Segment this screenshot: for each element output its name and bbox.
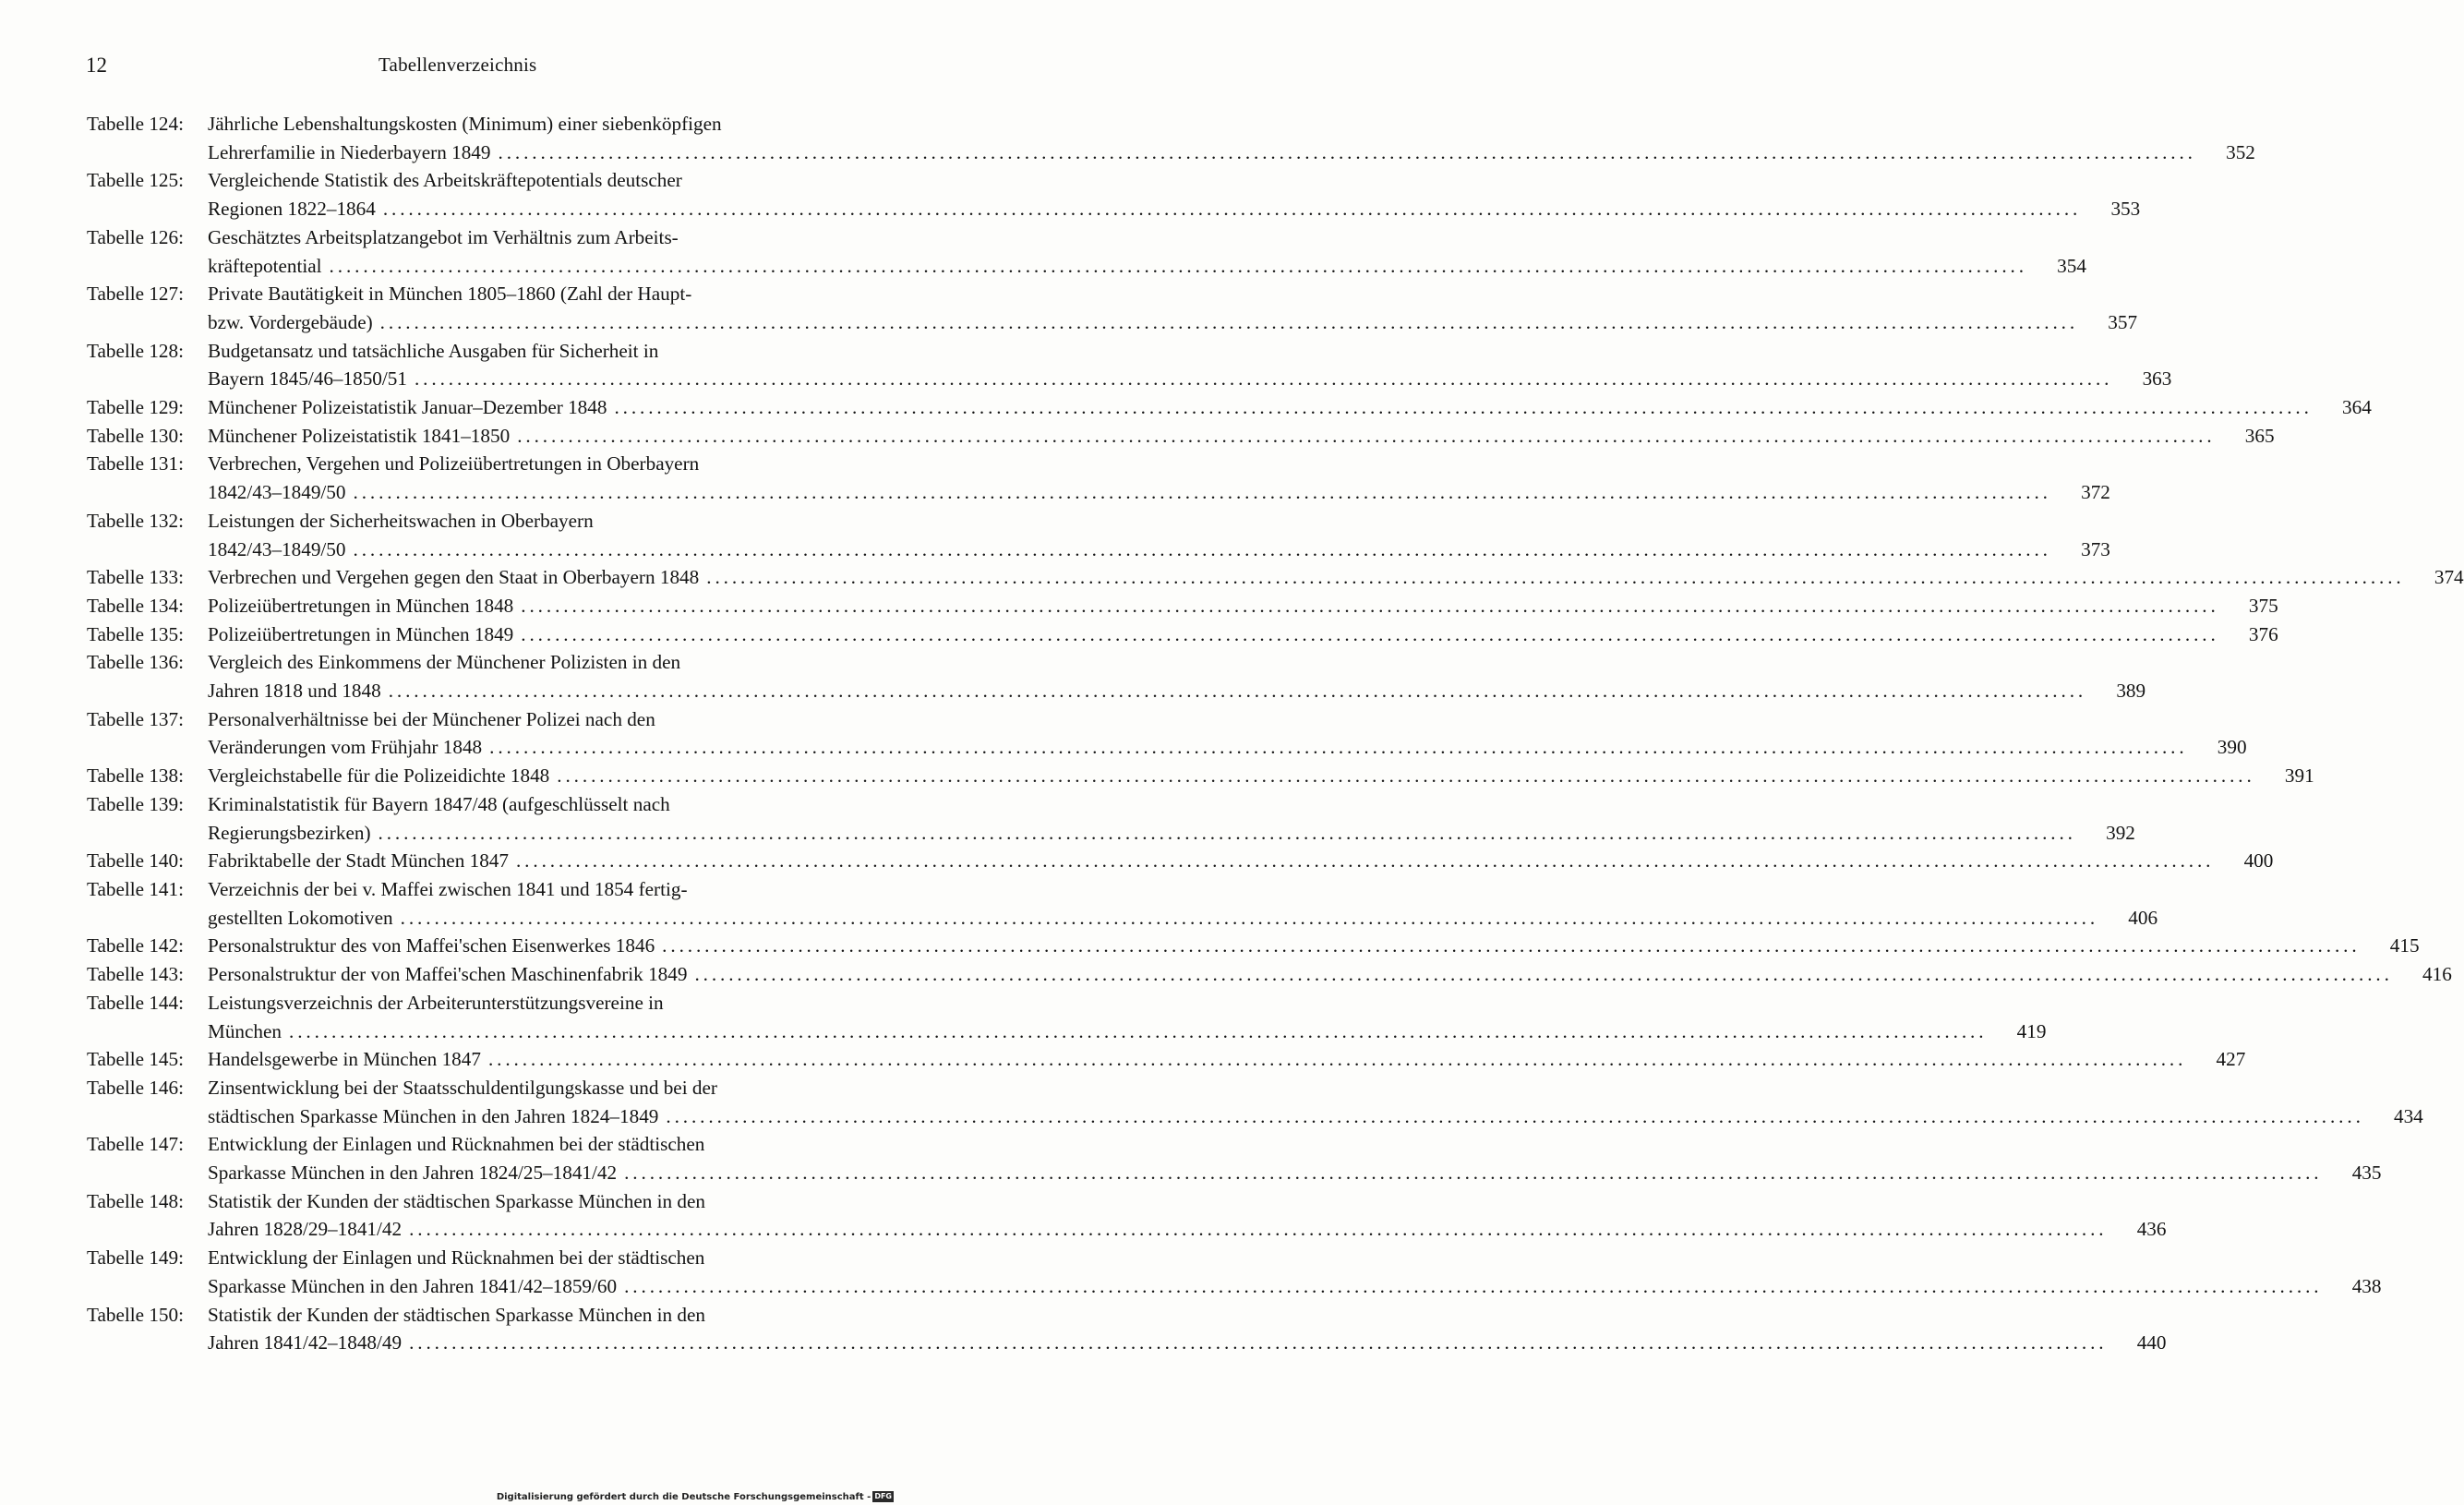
title-text: Münchener Polizeistatistik 1841–1850 <box>208 424 511 447</box>
dot-leader: ........................................................................................................................................................................................................ <box>521 594 2219 617</box>
table-label: Tabelle 130: <box>87 424 185 447</box>
page-ref: 416 <box>2422 963 2452 986</box>
table-label: Tabelle 146: <box>87 1076 185 1099</box>
title-line <box>208 195 2141 223</box>
page-number: 12 <box>86 54 107 77</box>
title-line <box>208 620 2278 649</box>
title-text: Polizeiübertretungen in München 1849 <box>208 622 514 645</box>
dot-leader: ........................................................................................................................................................................................................ <box>706 566 2405 589</box>
table-label: Tabelle 139: <box>87 792 185 815</box>
dot-leader: ........................................................................................................................................................................................................ <box>414 367 2113 391</box>
dot-leader: ........................................................................................................................................................................................................ <box>498 140 2196 163</box>
list-item <box>87 620 2278 649</box>
dot-leader: ........................................................................................................................................................................................................ <box>353 537 2051 560</box>
title-text: Entwicklung der Einlagen und Rücknahmen bei der städtischen <box>208 1246 705 1270</box>
dot-leader: ........................................................................................................................................................................................................ <box>382 198 2082 221</box>
dot-leader: ........................................................................................................................................................................................................ <box>517 424 2216 447</box>
dot-leader: ........................................................................................................................................................................................................ <box>400 906 2099 929</box>
title-line <box>208 252 2086 281</box>
table-title <box>208 393 2372 422</box>
title-line <box>208 1187 857 1216</box>
title-line <box>208 507 857 536</box>
table-label: Tabelle 135: <box>87 622 185 645</box>
title-text: Private Bautätigkeit in München 1805–1860 (Zahl der Haupt- <box>208 283 692 306</box>
table-label: Tabelle 132: <box>87 509 185 532</box>
page-ref: 352 <box>2226 140 2255 163</box>
title-line <box>208 762 2314 790</box>
page-ref: 400 <box>2243 849 2274 873</box>
page-ref: 353 <box>2110 198 2141 221</box>
table-label: Tabelle 142: <box>87 934 185 957</box>
page-ref: 376 <box>2248 622 2278 645</box>
title-line <box>208 365 2172 393</box>
table-label: Tabelle 140: <box>87 849 185 873</box>
title-text: Personalstruktur des von Maffei'schen Eisenwerkes 1846 <box>208 934 655 957</box>
page-ref: 390 <box>2217 736 2247 759</box>
title-line <box>208 1045 2246 1074</box>
page-ref: 375 <box>2248 594 2278 617</box>
table-label: Tabelle 149: <box>87 1246 185 1270</box>
list-item <box>87 1244 2382 1300</box>
dot-leader: ........................................................................................................................................................................................................ <box>388 680 2087 703</box>
title-text: Jahren 1828/29–1841/42 <box>208 1218 403 1241</box>
list-item <box>87 847 2274 875</box>
title-text: 1842/43–1849/50 <box>208 481 346 504</box>
list-item <box>87 1187 2167 1244</box>
page-ref: 354 <box>2057 254 2086 277</box>
dot-leader: ........................................................................................................................................................................................................ <box>489 736 2188 759</box>
page-ref: 364 <box>2342 396 2372 419</box>
title-line <box>208 308 2138 337</box>
list-item <box>87 1074 2423 1130</box>
table-title <box>208 790 2135 847</box>
list-item <box>87 648 2146 704</box>
title-line <box>208 393 2372 422</box>
title-text: Polizeiübertretungen in München 1848 <box>208 594 514 617</box>
page-ref: 374 <box>2434 566 2464 589</box>
list-item <box>87 450 2110 506</box>
table-title <box>208 875 2158 932</box>
title-text: Handelsgewerbe in München 1847 <box>208 1048 481 1071</box>
page-ref: 427 <box>2216 1048 2246 1071</box>
page-ref: 391 <box>2284 765 2314 788</box>
title-text: Vergleichende Statistik des Arbeitskräftepotentials deutscher <box>208 169 682 192</box>
table-title <box>208 705 2247 762</box>
title-text: Statistik der Kunden der städtischen Sparkasse München in den <box>208 1303 705 1326</box>
dot-leader: ........................................................................................................................................................................................................ <box>666 1104 2364 1127</box>
dot-leader: ........................................................................................................................................................................................................ <box>289 1019 1988 1042</box>
table-title <box>208 932 2420 960</box>
page-ref: 440 <box>2136 1331 2167 1354</box>
title-text: Entwicklung der Einlagen und Rücknahmen bei der städtischen <box>208 1133 705 1156</box>
title-text: Jahren 1818 und 1848 <box>208 680 381 703</box>
title-line <box>208 677 2146 705</box>
title-text: Verbrechen und Vergehen gegen den Staat in Oberbayern 1848 <box>208 566 700 589</box>
title-line <box>208 875 857 904</box>
list-item <box>87 705 2247 762</box>
title-text: 1842/43–1849/50 <box>208 537 346 560</box>
title-text: Fabriktabelle der Stadt München 1847 <box>208 849 509 873</box>
title-line <box>208 1130 857 1159</box>
title-text: Jahren 1841/42–1848/49 <box>208 1331 403 1354</box>
title-text: Vergleichstabelle für die Polizeidichte 1848 <box>208 765 550 788</box>
title-line <box>208 989 857 1017</box>
table-title <box>208 620 2278 649</box>
title-line <box>208 478 2110 507</box>
title-line <box>208 1017 2047 1046</box>
title-line <box>208 110 857 138</box>
page-ref: 434 <box>2393 1104 2423 1127</box>
title-line <box>208 450 857 478</box>
list-item <box>87 393 2372 422</box>
title-line <box>208 960 2452 989</box>
table-title <box>208 1074 2423 1130</box>
list-item <box>87 1130 2382 1186</box>
title-line <box>208 592 2278 620</box>
title-line <box>208 790 857 819</box>
title-text: Vergleich des Einkommens der Münchener Polizisten in den <box>208 651 681 674</box>
title-line <box>208 536 2110 564</box>
title-text: München <box>208 1019 282 1042</box>
table-title <box>208 1045 2246 1074</box>
title-line <box>208 1329 2167 1357</box>
list-item <box>87 1045 2246 1074</box>
table-label: Tabelle 134: <box>87 594 185 617</box>
table-title <box>208 110 2255 166</box>
list-item <box>87 875 2158 932</box>
page-ref: 365 <box>2244 424 2275 447</box>
title-text: Lehrerfamilie in Niederbayern 1849 <box>208 140 491 163</box>
title-text: Bayern 1845/46–1850/51 <box>208 367 407 391</box>
title-text: kräftepotential <box>208 254 322 277</box>
title-line <box>208 280 857 308</box>
title-text: Verbrechen, Vergehen und Polizeiübertretungen in Oberbayern <box>208 452 700 476</box>
table-label: Tabelle 124: <box>87 113 185 135</box>
page-ref: 406 <box>2128 906 2158 929</box>
title-text: Veränderungen vom Frühjahr 1848 <box>208 736 483 759</box>
title-text: städtischen Sparkasse München in den Jahren 1824–1849 <box>208 1104 659 1127</box>
title-line <box>208 733 2247 762</box>
dot-leader: ........................................................................................................................................................................................................ <box>379 310 2079 333</box>
dot-leader: ........................................................................................................................................................................................................ <box>624 1274 2323 1297</box>
table-title <box>208 1301 2167 1357</box>
title-line <box>208 1215 2167 1244</box>
title-line <box>208 904 2158 933</box>
page-ref: 435 <box>2351 1162 2382 1185</box>
list-item <box>87 563 2464 592</box>
title-text: gestellten Lokomotiven <box>208 906 393 929</box>
list-item <box>87 280 2138 336</box>
title-line <box>208 138 2255 167</box>
list-item <box>87 1301 2167 1357</box>
dot-leader: ........................................................................................................................................................................................................ <box>662 934 2361 957</box>
table-title <box>208 280 2138 336</box>
list-item <box>87 790 2135 847</box>
table-title <box>208 337 2172 393</box>
page-ref: 392 <box>2106 821 2135 844</box>
page-ref: 373 <box>2081 537 2110 560</box>
running-title: Tabellenverzeichnis <box>379 54 537 76</box>
dot-leader: ........................................................................................................................................................................................................ <box>614 396 2313 419</box>
table-label: Tabelle 143: <box>87 963 185 986</box>
table-title <box>208 960 2452 989</box>
list-item <box>87 507 2110 563</box>
table-title <box>208 989 2047 1045</box>
list-item <box>87 110 2255 166</box>
title-line <box>208 422 2275 451</box>
title-line <box>208 223 857 252</box>
title-line <box>208 337 857 366</box>
title-line <box>208 1272 2382 1301</box>
title-text: Münchener Polizeistatistik Januar–Dezember 1848 <box>208 396 607 419</box>
title-text: Zinsentwicklung bei der Staatsschuldentilgungskasse und bei der <box>208 1076 717 1099</box>
dot-leader: ........................................................................................................................................................................................................ <box>521 622 2219 645</box>
title-text: Sparkasse München in den Jahren 1841/42–1859/60 <box>208 1274 618 1297</box>
title-text: Personalstruktur der von Maffei'schen Maschinenfabrik 1849 <box>208 963 688 986</box>
table-label: Tabelle 137: <box>87 707 185 730</box>
list-item <box>87 592 2278 620</box>
list-item <box>87 223 2086 280</box>
title-line <box>208 166 857 195</box>
dot-leader: ........................................................................................................................................................................................................ <box>624 1162 2323 1185</box>
title-line <box>208 1159 2382 1187</box>
dot-leader: ........................................................................................................................................................................................................ <box>409 1331 2108 1354</box>
list-item <box>87 960 2452 989</box>
list-item <box>87 422 2275 451</box>
table-label: Tabelle 125: <box>87 169 185 192</box>
title-text: Kriminalstatistik für Bayern 1847/48 (aufgeschlüsselt nach <box>208 792 670 815</box>
table-title <box>208 762 2314 790</box>
title-line <box>208 648 857 677</box>
title-line <box>208 563 2464 592</box>
table-label: Tabelle 141: <box>87 877 185 900</box>
table-title <box>208 592 2278 620</box>
page-ref: 415 <box>2389 934 2420 957</box>
table-label: Tabelle 147: <box>87 1133 185 1156</box>
title-text: Leistungsverzeichnis der Arbeiterunterstützungsvereine in <box>208 991 664 1014</box>
table-label: Tabelle 148: <box>87 1189 185 1212</box>
table-title <box>208 1244 2382 1300</box>
list-item <box>87 166 2141 223</box>
list-item <box>87 932 2420 960</box>
title-text: Sparkasse München in den Jahren 1824/25–1841/42 <box>208 1162 618 1185</box>
table-label: Tabelle 129: <box>87 396 185 419</box>
table-title <box>208 166 2141 223</box>
table-title <box>208 450 2110 506</box>
title-text: Regionen 1822–1864 <box>208 198 376 221</box>
table-title <box>208 422 2275 451</box>
title-line <box>208 1301 857 1330</box>
dfg-logo: DFG <box>874 1492 892 1500</box>
title-line <box>208 819 2135 848</box>
digitization-credit <box>497 1491 894 1502</box>
page-ref: 438 <box>2351 1274 2382 1297</box>
page-ref: 419 <box>2016 1019 2047 1042</box>
credit-text: Digitalisierung gefördert durch die Deutsche Forschungsgemeinschaft - <box>496 1491 871 1502</box>
table-title <box>208 1187 2167 1244</box>
table-label: Tabelle 128: <box>87 339 185 362</box>
page-ref: 372 <box>2081 481 2110 504</box>
title-text: Statistik der Kunden der städtischen Sparkasse München in den <box>208 1189 705 1212</box>
page-ref: 357 <box>2108 310 2138 333</box>
page-ref: 363 <box>2142 367 2172 391</box>
table-title <box>208 1130 2382 1186</box>
table-label: Tabelle 145: <box>87 1048 185 1071</box>
title-text: Geschätztes Arbeitsplatzangebot im Verhältnis zum Arbeits- <box>208 225 679 248</box>
title-text: Personalverhältnisse bei der Münchener Polizei nach den <box>208 707 655 730</box>
table-title <box>208 563 2464 592</box>
dot-leader: ........................................................................................................................................................................................................ <box>557 765 2255 788</box>
title-text: Regierungsbezirken) <box>208 821 371 844</box>
list-item <box>87 762 2314 790</box>
dot-leader: ........................................................................................................................................................................................................ <box>409 1218 2108 1241</box>
dot-leader: ........................................................................................................................................................................................................ <box>353 481 2051 504</box>
table-list <box>87 110 2464 1357</box>
page-ref: 389 <box>2116 680 2146 703</box>
page-ref: 436 <box>2136 1218 2167 1241</box>
table-title <box>208 648 2146 704</box>
table-label: Tabelle 150: <box>87 1303 185 1326</box>
table-label: Tabelle 127: <box>87 283 185 306</box>
title-text: bzw. Vordergebäude) <box>208 310 373 333</box>
table-label: Tabelle 136: <box>87 651 185 674</box>
dot-leader: ........................................................................................................................................................................................................ <box>378 821 2076 844</box>
title-text: Verzeichnis der bei v. Maffei zwischen 1841 und 1854 fertig- <box>208 877 688 900</box>
dot-leader: ........................................................................................................................................................................................................ <box>694 963 2393 986</box>
table-label: Tabelle 131: <box>87 452 185 476</box>
table-label: Tabelle 138: <box>87 765 185 788</box>
title-line <box>208 847 2274 875</box>
title-line <box>208 1102 2423 1131</box>
list-item <box>87 337 2172 393</box>
dot-leader: ........................................................................................................................................................................................................ <box>515 849 2215 873</box>
title-line <box>208 705 857 734</box>
title-line <box>208 1244 857 1272</box>
dot-leader: ........................................................................................................................................................................................................ <box>329 254 2027 277</box>
list-item <box>87 989 2047 1045</box>
table-title <box>208 507 2110 563</box>
title-text: Leistungen der Sicherheitswachen in Oberbayern <box>208 509 594 532</box>
title-text: Jährliche Lebenshaltungskosten (Minimum) einer siebenköpfigen <box>208 113 722 135</box>
table-title <box>208 223 2086 280</box>
table-title <box>208 847 2274 875</box>
dot-leader: ........................................................................................................................................................................................................ <box>487 1048 2187 1071</box>
title-line <box>208 1074 857 1102</box>
title-text: Budgetansatz und tatsächliche Ausgaben für Sicherheit in <box>208 339 659 362</box>
title-line <box>208 932 2420 960</box>
table-label: Tabelle 126: <box>87 225 185 248</box>
table-label: Tabelle 144: <box>87 991 185 1014</box>
table-label: Tabelle 133: <box>87 566 185 589</box>
